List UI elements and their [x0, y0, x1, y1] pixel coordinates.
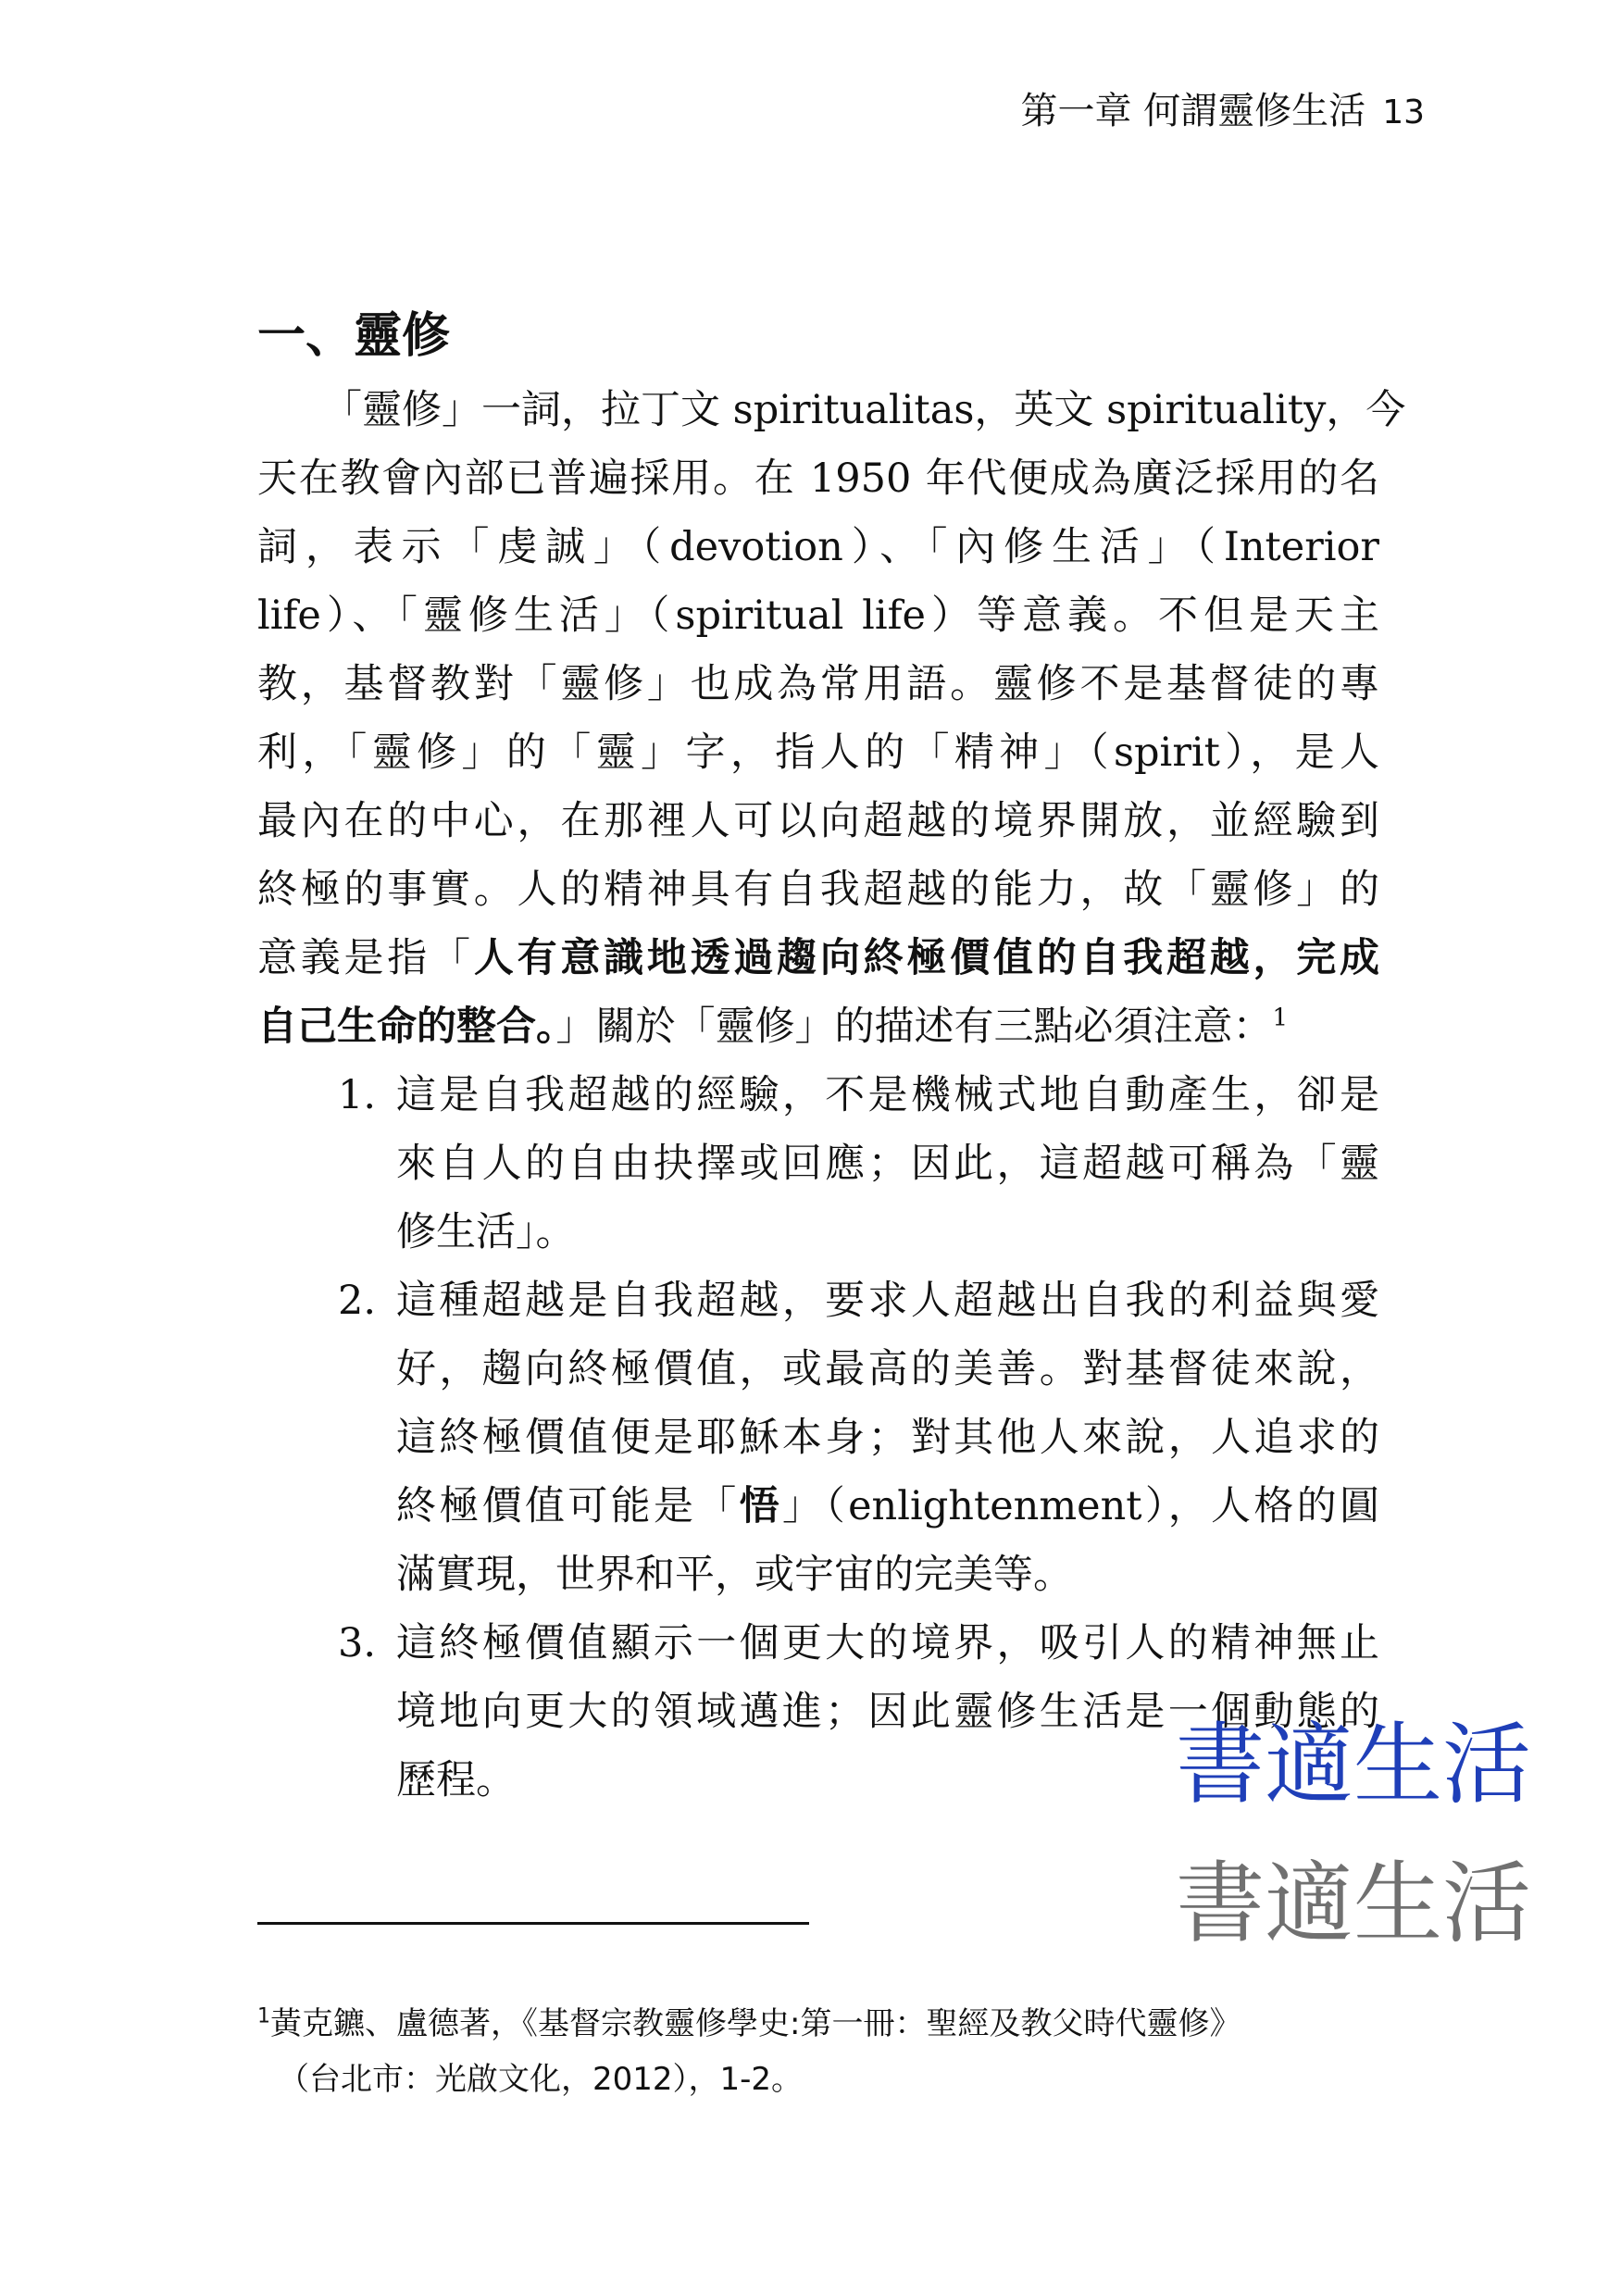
watermark-gray: 書適生活 [1176, 1852, 1531, 1955]
paragraph-line-1: 「靈修」一詞，拉丁文 spiritualitas，英文 spirituality，今 [322, 387, 1406, 433]
footnote-reference[interactable]: 1 [1272, 1004, 1289, 1032]
list-item-2-line-5: 滿實現，世界和平，或宇宙的完美等。 [396, 1552, 1073, 1598]
page-number: 13 [1382, 94, 1425, 131]
list-number-1: 1. [338, 1072, 377, 1118]
footnote-divider [257, 1922, 809, 1925]
paragraph-line-10 [257, 992, 1379, 1061]
list-item-2-line-1: 這種超越是自我超越，要求人超越出自我的利益與愛 [396, 1278, 1379, 1324]
section-title: 一、靈修 [257, 307, 451, 364]
paragraph-line-2: 天在教會內部已普遍採用。在 1950 年代便成為廣泛採用的名 [257, 455, 1379, 502]
list-item-1-line-2: 來自人的自由抉擇或回應；因此，這超越可稱為「靈 [396, 1141, 1379, 1187]
running-header [1020, 81, 1425, 134]
list-item-2-line-4 [396, 1472, 1379, 1541]
paragraph-line-5: 教，基督教對「靈修」也成為常用語。靈修不是基督徒的專 [257, 661, 1379, 707]
list-item-1-line-1: 這是自我超越的經驗，不是機械式地自動產生，卻是 [396, 1072, 1379, 1118]
paragraph-line-8: 終極的事實。人的精神具有自我超越的能力，故「靈修」的 [257, 867, 1379, 913]
line10-suffix: 」關於「靈修」的描述有三點必須注意： [555, 1004, 1273, 1050]
list-item-3-line-3: 歷程。 [396, 1757, 516, 1803]
emphasis-definition-part2: 自己生命的整合。 [257, 1004, 556, 1050]
footnote-line-1 [257, 1996, 1241, 2052]
list-item-2-line-2: 好，趨向終極價值，或最高的美善。對基督徒來說， [396, 1346, 1379, 1392]
footnote-marker: 1 [257, 2004, 270, 2028]
list-number-3: 3. [338, 1620, 377, 1666]
line4-suffix: 」（enlightenment），人格的圓 [781, 1483, 1380, 1529]
paragraph-line-9 [257, 924, 1379, 992]
chapter-title: 第一章 何謂靈修生活 [1020, 90, 1366, 132]
list-item-1-line-3: 修生活」。 [396, 1209, 576, 1255]
paragraph-line-7: 最內在的中心，在那裡人可以向超越的境界開放，並經驗到 [257, 798, 1379, 844]
paragraph-line-4: life）、「靈修生活」（spiritual life）等意義。不但是天主 [257, 593, 1379, 639]
line4-prefix: 終極價值可能是「 [396, 1483, 740, 1529]
line9-prefix: 意義是指「 [257, 935, 474, 981]
paragraph-line-3: 詞，表示「虔誠」（devotion）、「內修生活」（Interior [257, 524, 1379, 570]
emphasis-definition-part1: 人有意識地透過趨向終極價值的自我超越，完成 [473, 935, 1380, 981]
list-item-3-line-2: 境地向更大的領域邁進；因此靈修生活是一個動態的 [396, 1689, 1379, 1735]
list-item-3-line-1: 這終極價值顯示一個更大的境界，吸引人的精神無止 [396, 1620, 1379, 1666]
footnote-citation: 黃克鑣、盧德著，《基督宗教靈修學史:第一冊：聖經及教父時代靈修》 [270, 2005, 1241, 2042]
emphasis-enlightenment: 悟 [739, 1483, 782, 1529]
list-item-2-line-3: 這終極價值便是耶穌本身；對其他人來說，人追求的 [396, 1415, 1379, 1461]
list-number-2: 2. [338, 1278, 377, 1324]
watermark-blue: 書適生活 [1176, 1713, 1531, 1816]
footnote-line-2: （台北市：光啟文化，2012），1-2。 [278, 2061, 804, 2098]
paragraph-line-6: 利，「靈修」的「靈」字，指人的「精神」（spirit），是人 [257, 730, 1379, 776]
